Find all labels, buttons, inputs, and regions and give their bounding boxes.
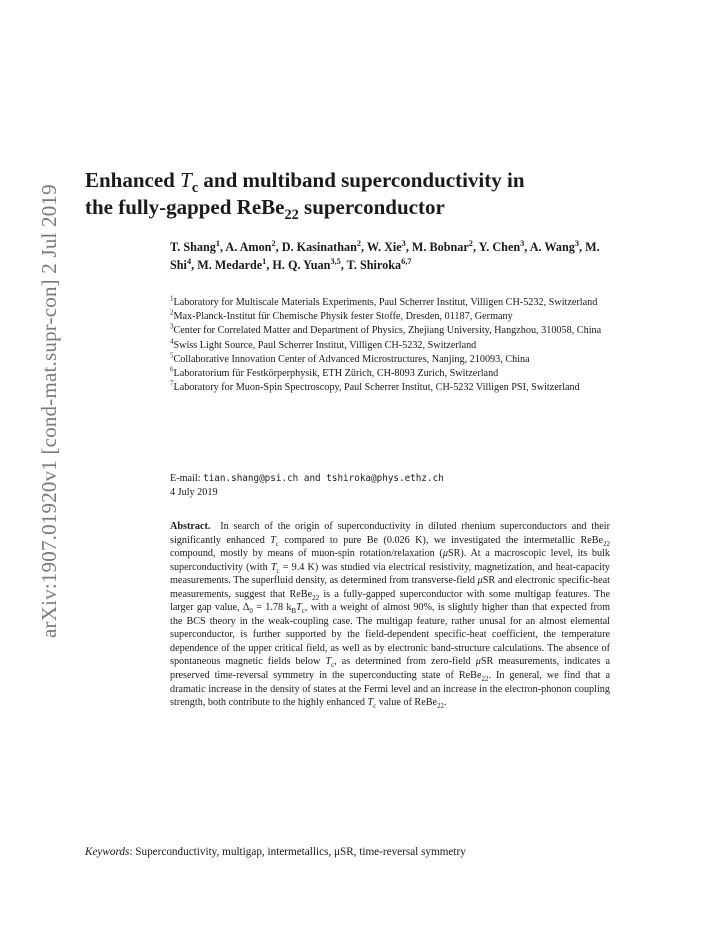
- keywords-text: : Superconductivity, multigap, intermetallics, μSR, time-reversal symmetry: [129, 846, 466, 858]
- math-subscript: 22: [312, 594, 320, 602]
- affiliation-item: [170, 381, 620, 395]
- author-name-text: A. Wang: [529, 240, 575, 254]
- math-symbol: μ: [475, 656, 481, 668]
- author-affiliation-mark: 3: [401, 238, 406, 248]
- math-subscript: c: [373, 703, 377, 711]
- author-name: [367, 240, 406, 254]
- author-name: [225, 240, 275, 254]
- title-part: the fully-gapped ReBe: [85, 195, 285, 219]
- math-subscript: c: [276, 567, 280, 575]
- title-part: and multiband superconductivity in: [198, 168, 525, 192]
- author-name: [197, 258, 266, 272]
- affiliation-text: Center for Correlated Matter and Department of Physics, Zhejiang University, Hangzhou, 310058, China: [173, 325, 602, 337]
- affiliation-number: 4: [170, 338, 174, 346]
- math-subscript: 22: [603, 540, 611, 548]
- email-label: E-mail:: [170, 473, 204, 484]
- affiliation-number: 1: [170, 295, 174, 303]
- author-name: [282, 240, 361, 254]
- abstract-heading: Abstract.: [170, 521, 211, 532]
- author-affiliation-mark: 4: [186, 256, 192, 266]
- math-subscript: B: [291, 608, 297, 616]
- math-symbol: T: [325, 656, 332, 668]
- paper-date: 4 July 2019: [170, 487, 218, 498]
- author-name-text: Y. Chen: [478, 240, 521, 254]
- affiliation-item: [170, 310, 620, 324]
- author-name: [347, 258, 412, 272]
- abstract: [170, 520, 610, 710]
- title-part: superconductor: [298, 195, 445, 219]
- author-affiliation-mark: 2: [271, 238, 276, 248]
- email-addresses[interactable]: tian.shang@psi.ch and tshiroka@phys.ethz.ch: [203, 473, 444, 484]
- affiliation-number: 2: [170, 309, 174, 317]
- math-symbol: T: [296, 602, 302, 614]
- math-subscript: c: [275, 540, 279, 548]
- author-name: [272, 258, 340, 272]
- author-name: [530, 240, 579, 254]
- affiliation-item: [170, 296, 620, 310]
- math-subscript: c: [331, 662, 335, 670]
- affiliations: [170, 296, 620, 395]
- math-symbol: μ: [477, 575, 483, 587]
- math-symbol: T: [270, 561, 277, 573]
- author-name: [170, 240, 220, 254]
- math-subscript: c: [301, 608, 305, 616]
- math-symbol: T: [270, 534, 276, 546]
- author-name: [479, 240, 525, 254]
- affiliation-item: [170, 339, 620, 353]
- math-symbol: T: [367, 697, 374, 709]
- keywords: [85, 846, 466, 858]
- author-affiliation-mark: 3: [574, 238, 579, 248]
- author-name-text: M. Bobnar: [411, 240, 469, 254]
- affiliation-number: 5: [170, 352, 174, 360]
- affiliation-item: [170, 324, 620, 338]
- affiliation-item: [170, 353, 620, 367]
- author-name: [412, 240, 473, 254]
- author-name-text: M. Medarde: [197, 258, 263, 272]
- paper-title: [85, 167, 645, 224]
- affiliation-text: Laboratory for Muon-Spin Spectroscopy, Paul Scherrer Institut, CH-5232 Villigen PSI, Switzerland: [173, 382, 580, 394]
- keywords-label: Keywords: [85, 846, 130, 858]
- author-affiliation-mark: 1: [262, 256, 267, 266]
- author-affiliation-mark: 3: [520, 238, 525, 248]
- author-affiliation-mark: 2: [468, 238, 473, 248]
- author-name-text: M. Shi: [170, 240, 600, 272]
- affiliation-text: Laboratorium für Festkörperphysik, ETH Zürich, CH-8093 Zurich, Switzerland: [173, 368, 499, 380]
- author-name-text: W. Xie: [366, 240, 402, 254]
- math-symbol: μ: [442, 548, 448, 560]
- math-subscript: 22: [481, 676, 489, 684]
- author-name-text: T. Shang: [170, 240, 216, 254]
- author-affiliation-mark: 1: [215, 238, 220, 248]
- author-name-text: A. Amon: [225, 240, 272, 254]
- author-affiliation-mark: 3,5: [330, 256, 341, 266]
- affiliation-number: 7: [170, 380, 174, 388]
- title-part: Enhanced: [85, 168, 181, 192]
- math-subscript: 0: [249, 608, 253, 616]
- affiliation-item: [170, 367, 620, 381]
- author-affiliation-mark: 6,7: [401, 256, 412, 266]
- title-tc-symbol: T: [180, 168, 192, 192]
- author-name-text: D. Kasinathan: [281, 240, 357, 254]
- title-tc-subscript: c: [191, 180, 199, 197]
- affiliation-text: Max-Planck-Institut für Chemische Physik fester Stoffe, Dresden, 01187, Germany: [173, 311, 513, 323]
- affiliation-number: 6: [170, 366, 174, 374]
- title-subscript: 22: [284, 207, 299, 224]
- affiliation-text: Collaborative Innovation Center of Advanced Microstructures, Nanjing, 210093, China: [173, 353, 530, 365]
- arxiv-identifier: arXiv:1907.01920v1 [cond-mat.supr-con] 2 Jul 2019: [37, 184, 61, 638]
- author-list: T. Shang$^1$, A. Amon$^2$, D. Kasinathan$^2$, W. Xie$^3$, M. Bobnar$^2$, Y. Chen$^3$, A. Wang$^3$, M. Shi$^4$, M. Medarde$^1$, H. Q. Yuan$^{3,5}$, T. Shiroka$^{6,7}$: [170, 238, 600, 272]
- author-affiliation-mark: 2: [356, 238, 362, 248]
- affiliation-number: 3: [170, 324, 174, 332]
- author-name-text: T. Shiroka: [346, 258, 402, 272]
- affiliation-text: Swiss Light Source, Paul Scherrer Institut, Villigen CH-5232, Switzerland: [173, 339, 477, 351]
- affiliation-text: Laboratory for Multiscale Materials Experiments, Paul Scherrer Institut, Villigen CH-5232, Switzerland: [173, 297, 598, 308]
- abstract-body: In search of the origin of superconductivity in diluted rhenium superconductors and their significantly enhanced $T_c$ compared to pure Be (0.026 K), we investigated the intermetallic ReBe$_{22}$ compound, mostly by means of muon-spin rotation/relaxation (μSR). At a macroscopic level, its bulk superconductivity (with $T_c = 9.4$ K) was studied via electrical resistivity, magnetization, and heat-capacity measurements. The superfluid density, as determined from transverse-field μSR and electronic specific-heat measurements, suggest that ReBe$_{22}$ is a fully-gapped superconductor with some multigap features. The larger gap value, $\Delta_0 = 1.78$ $k_BT_c$, with a weight of almost 90%, is slightly higher than that expected from the BCS theory in the weak-coupling case. The multigap feature, rather unusal for an almost elemental superconductor, is further supported by the field-dependent specific-heat coefficient, the temperature dependence of the upper critical field, as well as by electronic band-structure calculations. The absence of spontaneous magnetic fields below $T_c$, as determined from zero-field μSR measurements, indicates a preserved time-reversal symmetry in the superconducting state of ReBe$_{22}$. In general, we find that a dramatic increase in the density of states at the Fermi level and an increase in the electron-phonon coupling strength, both contribute to the highly enhanced $T_c$ value of ReBe$_{22}$.: [170, 521, 611, 711]
- author-name-text: H. Q. Yuan: [272, 258, 331, 272]
- math-subscript: 22: [437, 703, 444, 711]
- email-line: [170, 472, 444, 486]
